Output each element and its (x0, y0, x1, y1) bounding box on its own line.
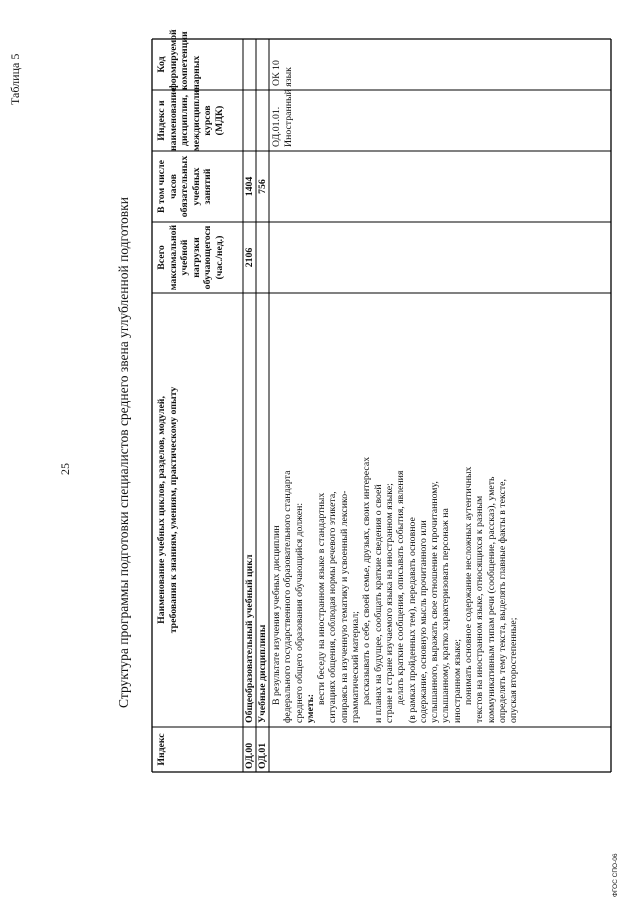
description-line: (в рамках пройденных тем), передавать основное (406, 517, 418, 723)
description-line: услышанного, выражать свое отношение к прочитанному, (429, 481, 441, 723)
description-line: ситуациях общения, соблюдая нормы речевого этикета, (327, 491, 339, 723)
description-line: понимать основное содержание несложных аутентичных (463, 466, 475, 705)
header-competence: Код формируемой компетенции (156, 29, 190, 90)
description-line: делать краткие сообщения, описывать события, явления (395, 470, 407, 705)
row-od01-name: Учебные дисциплины (257, 624, 268, 723)
discipline-code: ОД.01.01. (271, 106, 282, 147)
description-line: определять тему текста, выделять главные факты в тексте, (496, 479, 508, 723)
description-line: текстов на иностранном языке, относящихся к разным (474, 495, 486, 723)
footer-standard: ФГОС СПО-06 (612, 853, 619, 897)
description-line: опуская второстепенные; (508, 617, 520, 723)
discipline-name: Иностранный язык (283, 67, 294, 147)
description-line: среднего общего образования обучающийся должен: (293, 502, 305, 723)
row-od00-max: 2106 (244, 247, 255, 268)
header-index: Индекс (156, 733, 167, 766)
description-line: иностранном языке; (451, 638, 463, 723)
description-block (271, 295, 520, 723)
row-od00-mandatory: 1404 (244, 176, 255, 197)
row-od00-name: Общеобразовательный учебный цикл (244, 554, 255, 723)
description-line: вести беседу на иностранном языке в стандартных (316, 492, 328, 705)
description-line: содержание, основную мысль прочитанного или (417, 520, 429, 723)
description-line: и планах на будущее, сообщать краткие сведения о своей (372, 484, 384, 723)
description-line: федерального государственного образовательного стандарта (282, 470, 294, 723)
table-label: Таблица 5 (8, 53, 22, 105)
description-line: услышанному, кратко характеризовать персонаж на (440, 508, 452, 723)
description-line: грамматический материал; (350, 611, 362, 723)
description-line: опираясь на изученную тематику и усвоенный лексико- (338, 490, 350, 723)
document-title: Структура программы подготовки специалистов среднего звена углубленной подготовки (116, 197, 131, 708)
competence-code: ОК 10 (271, 60, 282, 86)
header-discipline: Индекс и наименование дисциплин, междисциплинарных курсов (МДК) (156, 55, 225, 151)
row-od00-index: ОД.00 (244, 742, 255, 769)
row-od01-mandatory: 756 (257, 179, 268, 194)
description-line: уметь: (304, 693, 316, 723)
description-line: коммуникативным типам речи (сообщение, рассказ), уметь (485, 476, 497, 723)
description-line: стране и стране изучаемого языка на иностранном языке; (383, 483, 395, 723)
description-line: В результате изучения учебных дисциплин (271, 525, 282, 705)
header-max-load: Всего максимальной учебной нагрузки обучающегося (час./нед.) (156, 224, 225, 291)
description-line: рассказывать о себе, своей семье, друзьях, своих интересах (361, 456, 373, 705)
row-od01-index: ОД.01 (257, 742, 268, 769)
page-number: 25 (58, 463, 72, 475)
header-name: Наименование учебных циклов, разделов, модулей, требования к знаниям, умениям, практическому опыту (156, 386, 179, 634)
header-mandatory: В том числе часов обязательных учебных занятий (156, 155, 213, 218)
